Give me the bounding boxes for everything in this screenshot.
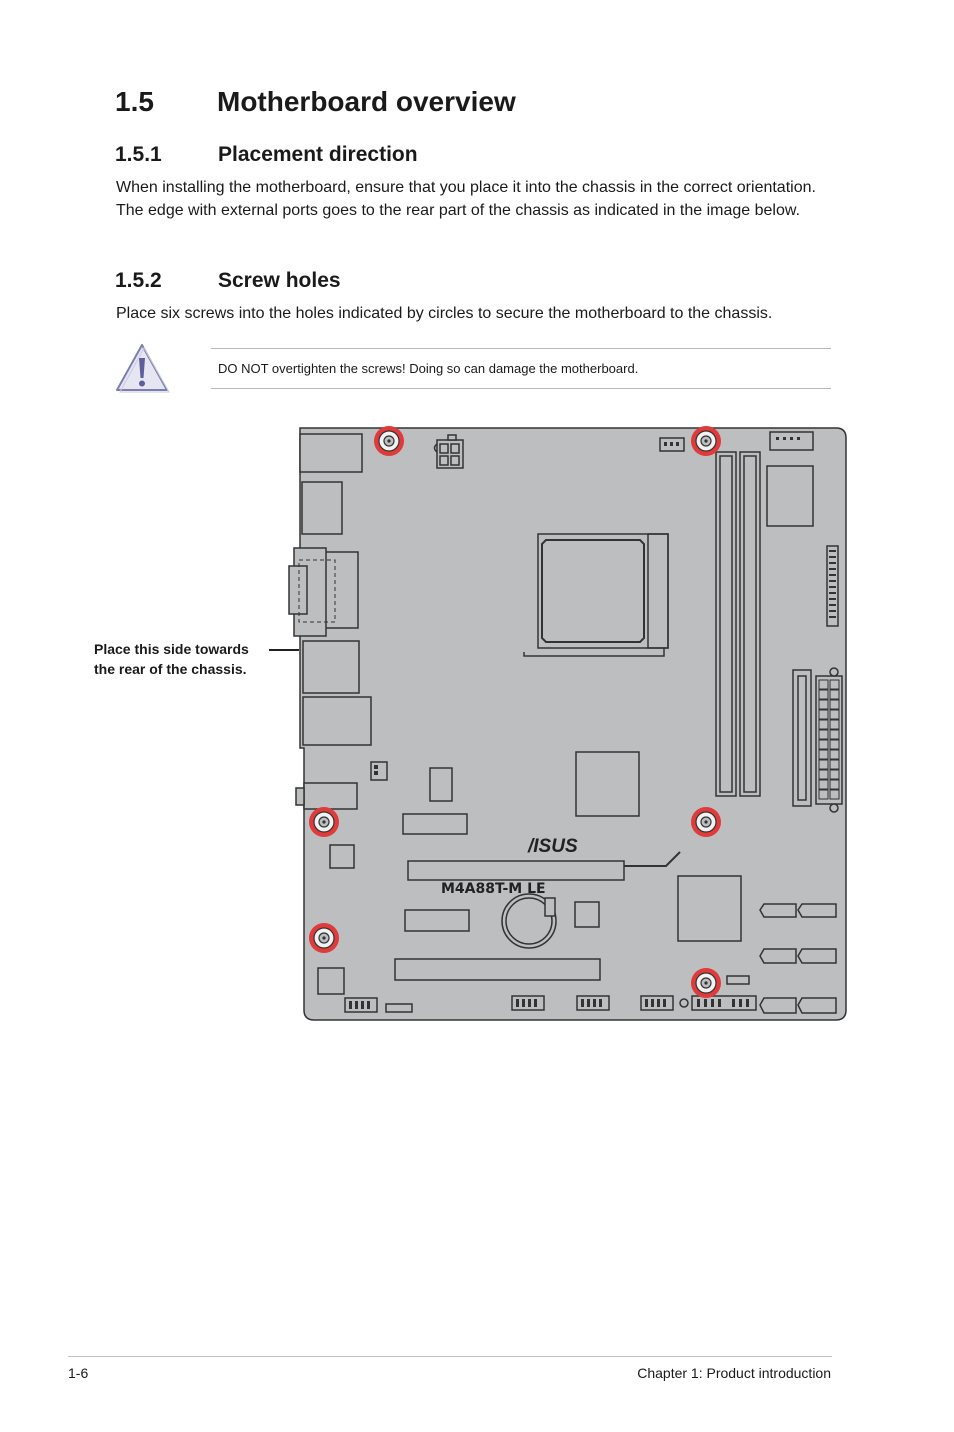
rear-io-ps2 — [300, 434, 362, 472]
model-name: M4A88T-M LE — [441, 881, 546, 897]
section-number: 1.5 — [115, 86, 154, 117]
atx12v-latch — [448, 435, 456, 440]
rear-io-usb-1 — [302, 482, 342, 534]
rear-side-label-line2: the rear of the chassis. — [94, 661, 247, 677]
footer-rule — [68, 1356, 832, 1357]
motherboard-diagram — [280, 420, 860, 1030]
rear-io-usb-2 — [303, 641, 359, 693]
battery-clip — [545, 898, 555, 916]
screw-hole — [309, 923, 339, 953]
atx-power-latch — [830, 668, 838, 676]
screw-hole — [309, 807, 339, 837]
chapter-title: Chapter 1: Product introduction — [637, 1365, 831, 1381]
asus-logo: /ISUS — [528, 836, 578, 857]
small-component — [318, 968, 344, 994]
rear-io-lan — [303, 697, 371, 745]
cpu-socket — [542, 540, 644, 642]
board-outline — [300, 428, 846, 1020]
note-top-rule — [211, 348, 831, 349]
placement-body: When installing the motherboard, ensure that you place it into the chassis in the correct orientation. The edge with external ports goes to the rear part of the chassis as indicated in the image below. — [116, 179, 816, 219]
com-header-pin — [783, 437, 786, 440]
screw-holes-title: Screw holes — [218, 269, 341, 292]
screw-hole — [374, 426, 404, 456]
screw-holes-heading — [115, 269, 341, 293]
superio-chip — [767, 466, 813, 526]
com-header-pin — [790, 437, 793, 440]
screw-holes-body: Place six screws into the holes indicated by circles to secure the motherboard to the chassis. — [116, 305, 773, 322]
rear-io-audio-tab — [296, 788, 304, 805]
sata-connector-4 — [798, 949, 836, 963]
caution-text: DO NOT overtighten the screws! Doing so can damage the motherboard. — [218, 361, 639, 376]
com-header-pin — [776, 437, 779, 440]
warning-triangle-icon — [114, 342, 170, 394]
northbridge-chip — [576, 752, 639, 816]
bottom-header — [386, 1004, 412, 1012]
cpu-fan-pin — [676, 442, 679, 446]
section-title: Motherboard overview — [217, 86, 516, 117]
screw-hole — [691, 426, 721, 456]
screw-holes-number: 1.5.2 — [115, 269, 162, 292]
sata-connector-1 — [760, 904, 796, 917]
small-header — [727, 976, 749, 984]
pcie-x16-slot — [408, 861, 624, 880]
rear-io-audio — [304, 783, 357, 809]
section-heading — [115, 86, 516, 118]
pci-slot — [395, 959, 600, 980]
sata-connector-3 — [760, 949, 796, 963]
placement-number: 1.5.1 — [115, 143, 162, 166]
rear-side-label-line1: Place this side towards — [94, 641, 249, 657]
rear-io-vga-plug — [289, 566, 307, 614]
screw-hole — [691, 807, 721, 837]
rear-side-label — [94, 639, 249, 679]
ide-connector — [793, 670, 811, 806]
cpu-fan-pin — [664, 442, 667, 446]
jumper-pin — [374, 771, 378, 775]
placement-heading — [115, 143, 418, 167]
dimm-slot-2 — [740, 452, 760, 796]
placement-title: Placement direction — [218, 143, 418, 166]
note-bottom-rule — [211, 388, 831, 389]
sata-connector-6 — [798, 998, 836, 1013]
com-header — [770, 432, 813, 450]
atx-power-latch — [830, 804, 838, 812]
sata-connector-5 — [760, 998, 796, 1013]
jumper-pin — [374, 765, 378, 769]
sata-connector-2 — [798, 904, 836, 917]
screw-hole — [691, 968, 721, 998]
southbridge-chip — [678, 876, 741, 941]
small-component — [330, 845, 354, 868]
jumper-block — [371, 762, 387, 780]
dimm-slot-1 — [716, 452, 736, 796]
com-header-pin — [797, 437, 800, 440]
small-chip — [430, 768, 452, 801]
page-number: 1-6 — [68, 1365, 89, 1381]
pcie-x1-slot — [403, 814, 467, 834]
audio-codec-chip — [405, 910, 469, 931]
lan-chip — [575, 902, 599, 927]
cpu-fan-pin — [670, 442, 673, 446]
